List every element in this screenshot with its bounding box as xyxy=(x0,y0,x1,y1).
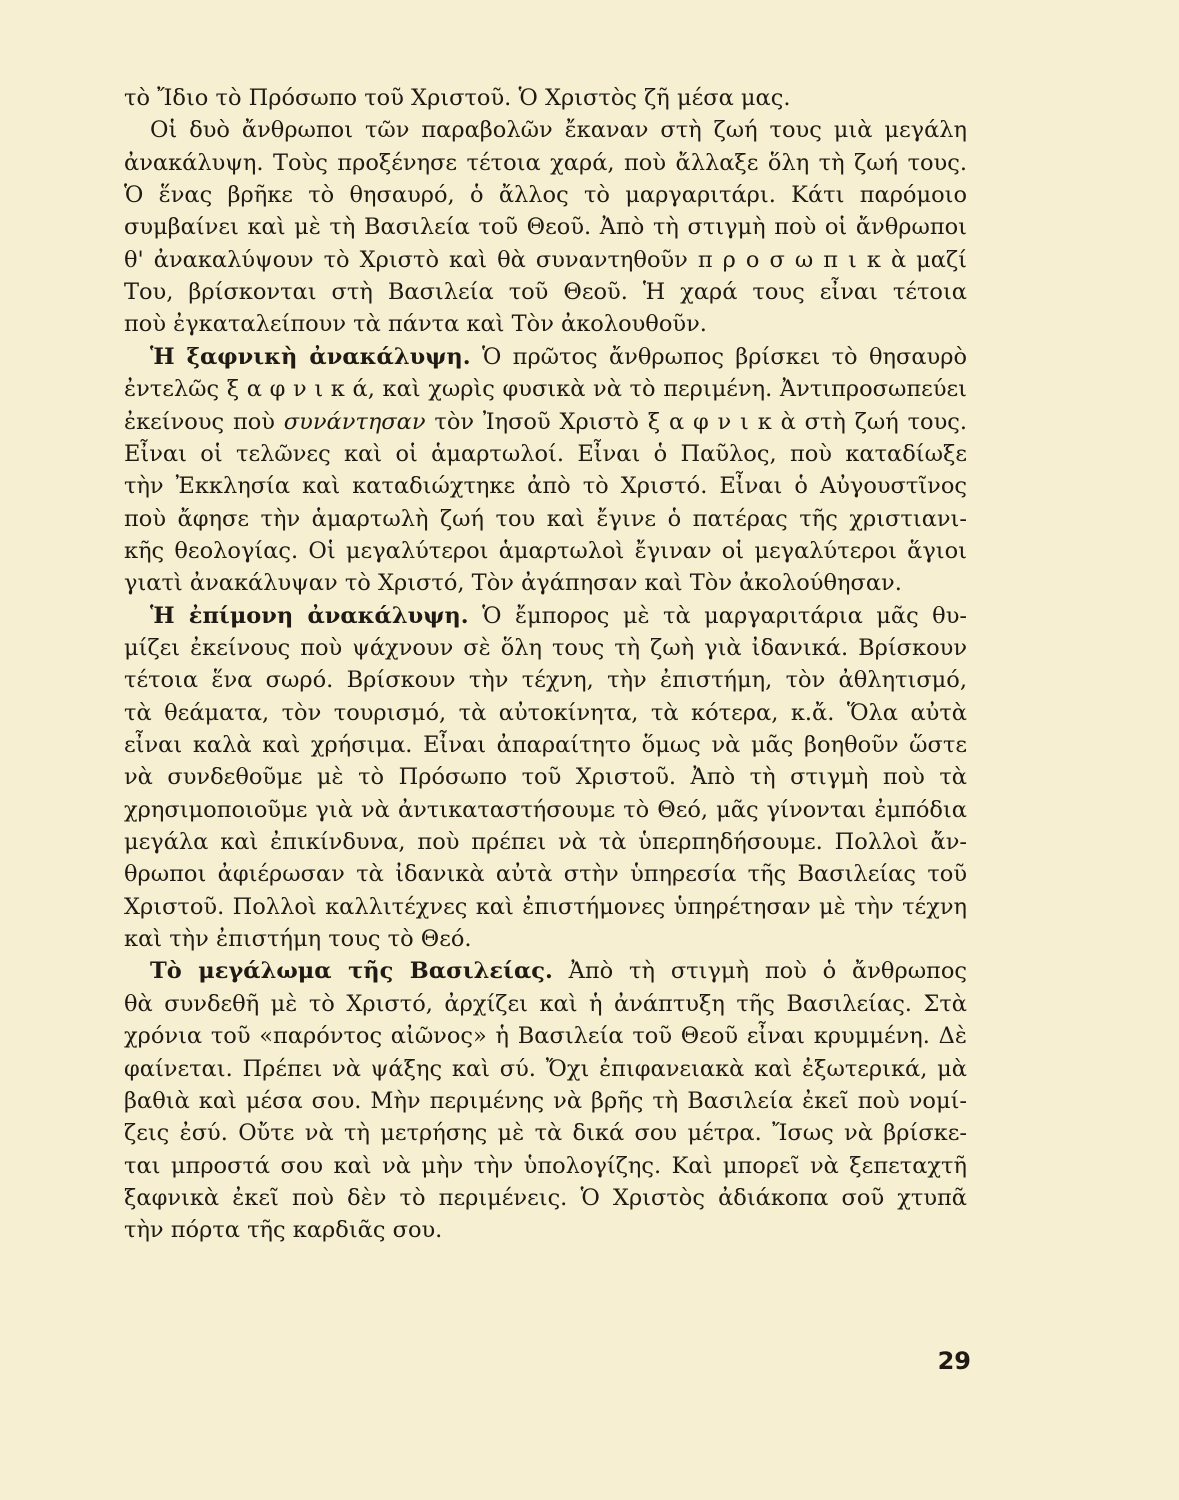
text-line xyxy=(124,244,967,276)
line-text: τὸν Ἰησοῦ Χριστὸ ξ α φ ν ι κ ὰ στὴ ζωή τους. xyxy=(425,408,968,435)
text-line xyxy=(124,826,967,858)
page-number: 29 xyxy=(937,1347,971,1375)
text-line xyxy=(124,1214,967,1246)
line-text: τὰ θεάματα, τὸν τουρισμό, τὰ αὐτοκίνητα, τὰ κότερα, κ.ἄ. Ὅλα αὐτὰ xyxy=(124,699,967,726)
text-line xyxy=(124,794,967,826)
line-text: Ὁ πρῶτος ἄνθρωπος βρίσκει τὸ θησαυρὸ xyxy=(470,343,967,370)
text-line xyxy=(150,955,967,987)
text-line xyxy=(150,114,967,146)
text-line xyxy=(124,503,967,535)
text-line xyxy=(124,567,967,599)
line-text: συμβαίνει καὶ μὲ τὴ Βασιλεία τοῦ Θεοῦ. Ἀπὸ τὴ στιγμὴ ποὺ οἱ ἄνθρωποι xyxy=(124,214,967,241)
text-line xyxy=(124,761,967,793)
line-text: ται μπροστά σου καὶ νὰ μὴν τὴν ὑπολογίζης. Καὶ μπορεῖ νὰ ξεπεταχτῆ xyxy=(124,1152,967,1179)
line-text: γιατὶ ἀνακάλυψαν τὸ Χριστό, Τὸν ἀγάπησαν καὶ Τὸν ἀκολούθησαν. xyxy=(124,570,902,597)
text-line xyxy=(124,1053,967,1085)
line-text: Εἶναι οἱ τελῶνες καὶ οἱ ἁμαρτωλοί. Εἶναι ὁ Παῦλος, ποὺ καταδίωξε xyxy=(124,440,967,467)
text-line xyxy=(124,891,967,923)
line-text: ἀνακάλυψη. Τοὺς προξένησε τέτοια χαρά, ποὺ ἄλλαξε ὅλη τὴ ζωή τους. xyxy=(124,149,967,176)
text-line xyxy=(124,470,967,502)
line-text: χρησιμοποιοῦμε γιὰ νὰ ἀντικαταστήσουμε τὸ Θεό, μᾶς γίνονται ἐμπόδια xyxy=(124,796,967,823)
line-text: βαθιὰ καὶ μέσα σου. Μὴν περιμένης νὰ βρῆς τὴ Βασιλεία ἐκεῖ ποὺ νομί- xyxy=(124,1087,967,1114)
text-line xyxy=(124,1150,967,1182)
text-line xyxy=(124,729,967,761)
line-text: μίζει ἐκείνους ποὺ ψάχνουν σὲ ὅλη τους τὴ ζωὴ γιὰ ἰδανικά. Βρίσκουν xyxy=(124,634,967,661)
line-text: τέτοια ἕνα σωρό. Βρίσκουν τὴν τέχνη, τὴν ἐπιστήμη, τὸν ἀθλητισμό, xyxy=(124,667,967,694)
line-text: μεγάλα καὶ ἐπικίνδυνα, ποὺ πρέπει νὰ τὰ ὑπερπηδήσουμε. Πολλοὶ ἄν- xyxy=(124,829,967,856)
emphasis-text: συνάντησαν xyxy=(283,408,426,435)
section-heading: Ἡ ξαφνικὴ ἀνακάλυψη. xyxy=(150,343,471,370)
line-text: εἶναι καλὰ καὶ χρήσιμα. Εἶναι ἀπαραίτητο ὅμως νὰ μᾶς βοηθοῦν ὥστε xyxy=(124,732,967,758)
line-text: θὰ συνδεθῆ μὲ τὸ Χριστό, ἀρχίζει καὶ ἡ ἀνάπτυξη τῆς Βασιλείας. Στὰ xyxy=(124,990,967,1017)
line-text: νὰ συνδεθοῦμε μὲ τὸ Πρόσωπο τοῦ Χριστοῦ. Ἀπὸ τὴ στιγμὴ ποὺ τὰ xyxy=(124,764,967,791)
line-text: ποὺ ἄφησε τὴν ἁμαρτωλὴ ζωή του καὶ ἔγινε ὁ πατέρας τῆς χριστιανι- xyxy=(124,505,967,532)
line-text: ἐντελῶς ξ α φ ν ι κ ά, καὶ χωρὶς φυσικὰ νὰ τὸ περιμένη. Ἀντιπροσωπεύει xyxy=(124,376,967,403)
text-line xyxy=(124,697,967,729)
line-text: θ' ἀνακαλύψουν τὸ Χριστὸ καὶ θὰ συναντηθοῦν π ρ ο σ ω π ι κ ὰ μαζί xyxy=(124,246,967,273)
line-text: καὶ τὴν ἐπιστήμη τους τὸ Θεό. xyxy=(124,926,472,953)
text-line xyxy=(150,600,967,632)
line-text: κῆς θεολογίας. Οἱ μεγαλύτεροι ἁμαρτωλοὶ ἔγιναν οἱ μεγαλύτεροι ἅγιοι xyxy=(124,537,967,564)
text-line xyxy=(124,308,967,340)
line-text: τὴν πόρτα τῆς καρδιᾶς σου. xyxy=(124,1217,443,1244)
line-text: ξαφνικὰ ἐκεῖ ποὺ δὲν τὸ περιμένεις. Ὁ Χριστὸς ἀδιάκοπα σοῦ χτυπᾶ xyxy=(124,1184,967,1211)
text-line xyxy=(150,341,967,373)
text-line xyxy=(124,535,967,567)
line-text: θρωποι ἀφιέρωσαν τὰ ἰδανικὰ αὐτὰ στὴν ὑπηρεσία τῆς Βασιλείας τοῦ xyxy=(124,861,967,888)
text-line xyxy=(124,1182,967,1214)
text-line xyxy=(124,438,967,470)
text-line xyxy=(124,276,967,308)
text-line xyxy=(124,1085,967,1117)
line-text: Χριστοῦ. Πολλοὶ καλλιτέχνες καὶ ἐπιστήμονες ὑπηρέτησαν μὲ τὴν τέχνη xyxy=(124,893,967,920)
line-text: ποὺ ἐγκαταλείπουν τὰ πάντα καὶ Τὸν ἀκολουθοῦν. xyxy=(124,311,707,338)
text-line xyxy=(124,211,967,243)
line-text: Οἱ δυὸ ἄνθρωποι τῶν παραβολῶν ἔκαναν στὴ ζωή τους μιὰ μεγάλη xyxy=(150,117,967,144)
line-text: Του, βρίσκονται στὴ Βασιλεία τοῦ Θεοῦ. Ἡ χαρά τους εἶναι τέτοια xyxy=(124,279,967,306)
line-text: τὸ Ἴδιο τὸ Πρόσωπο τοῦ Χριστοῦ. Ὁ Χριστὸς ζῆ μέσα μας. xyxy=(124,85,791,111)
line-text: τὴν Ἐκκλησία καὶ καταδιώχτηκε ἀπὸ τὸ Χριστό. Εἶναι ὁ Αὐγουστῖνος xyxy=(124,473,967,500)
line-text: χρόνια τοῦ «παρόντος αἰῶνος» ἡ Βασιλεία τοῦ Θεοῦ εἶναι κρυμμένη. Δὲ xyxy=(124,1023,967,1050)
section-heading: Ἡ ἐπίμονη ἀνακάλυψη. xyxy=(150,602,469,629)
line-text: Ὁ ἔμπορος μὲ τὰ μαργαριτάρια μᾶς θυ- xyxy=(468,602,967,629)
text-line xyxy=(124,147,967,179)
text-line xyxy=(124,1020,967,1052)
text-line xyxy=(124,373,967,405)
text-line xyxy=(124,179,967,211)
text-line xyxy=(124,632,967,664)
text-line xyxy=(124,664,967,696)
text-line xyxy=(124,82,967,114)
text-line xyxy=(124,988,967,1020)
line-text: Ὁ ἕνας βρῆκε τὸ θησαυρό, ὁ ἄλλος τὸ μαργαριτάρι. Κάτι παρόμοιο xyxy=(124,182,967,209)
line-text: ἐκείνους ποὺ xyxy=(124,408,284,435)
line-text: ζεις ἐσύ. Οὔτε νὰ τὴ μετρήσης μὲ τὰ δικά σου μέτρα. Ἴσως νὰ βρίσκε- xyxy=(124,1120,967,1147)
line-text: φαίνεται. Πρέπει νὰ ψάξης καὶ σύ. Ὄχι ἐπιφανειακὰ καὶ ἐξωτερικά, μὰ xyxy=(124,1055,967,1082)
text-line xyxy=(124,1117,967,1149)
text-line xyxy=(124,923,967,955)
text-line xyxy=(124,858,967,890)
line-text: Ἀπὸ τὴ στιγμὴ ποὺ ὁ ἄνθρωπος xyxy=(552,958,967,985)
text-line xyxy=(124,406,967,438)
section-heading: Τὸ μεγάλωμα τῆς Βασιλείας. xyxy=(150,958,553,985)
